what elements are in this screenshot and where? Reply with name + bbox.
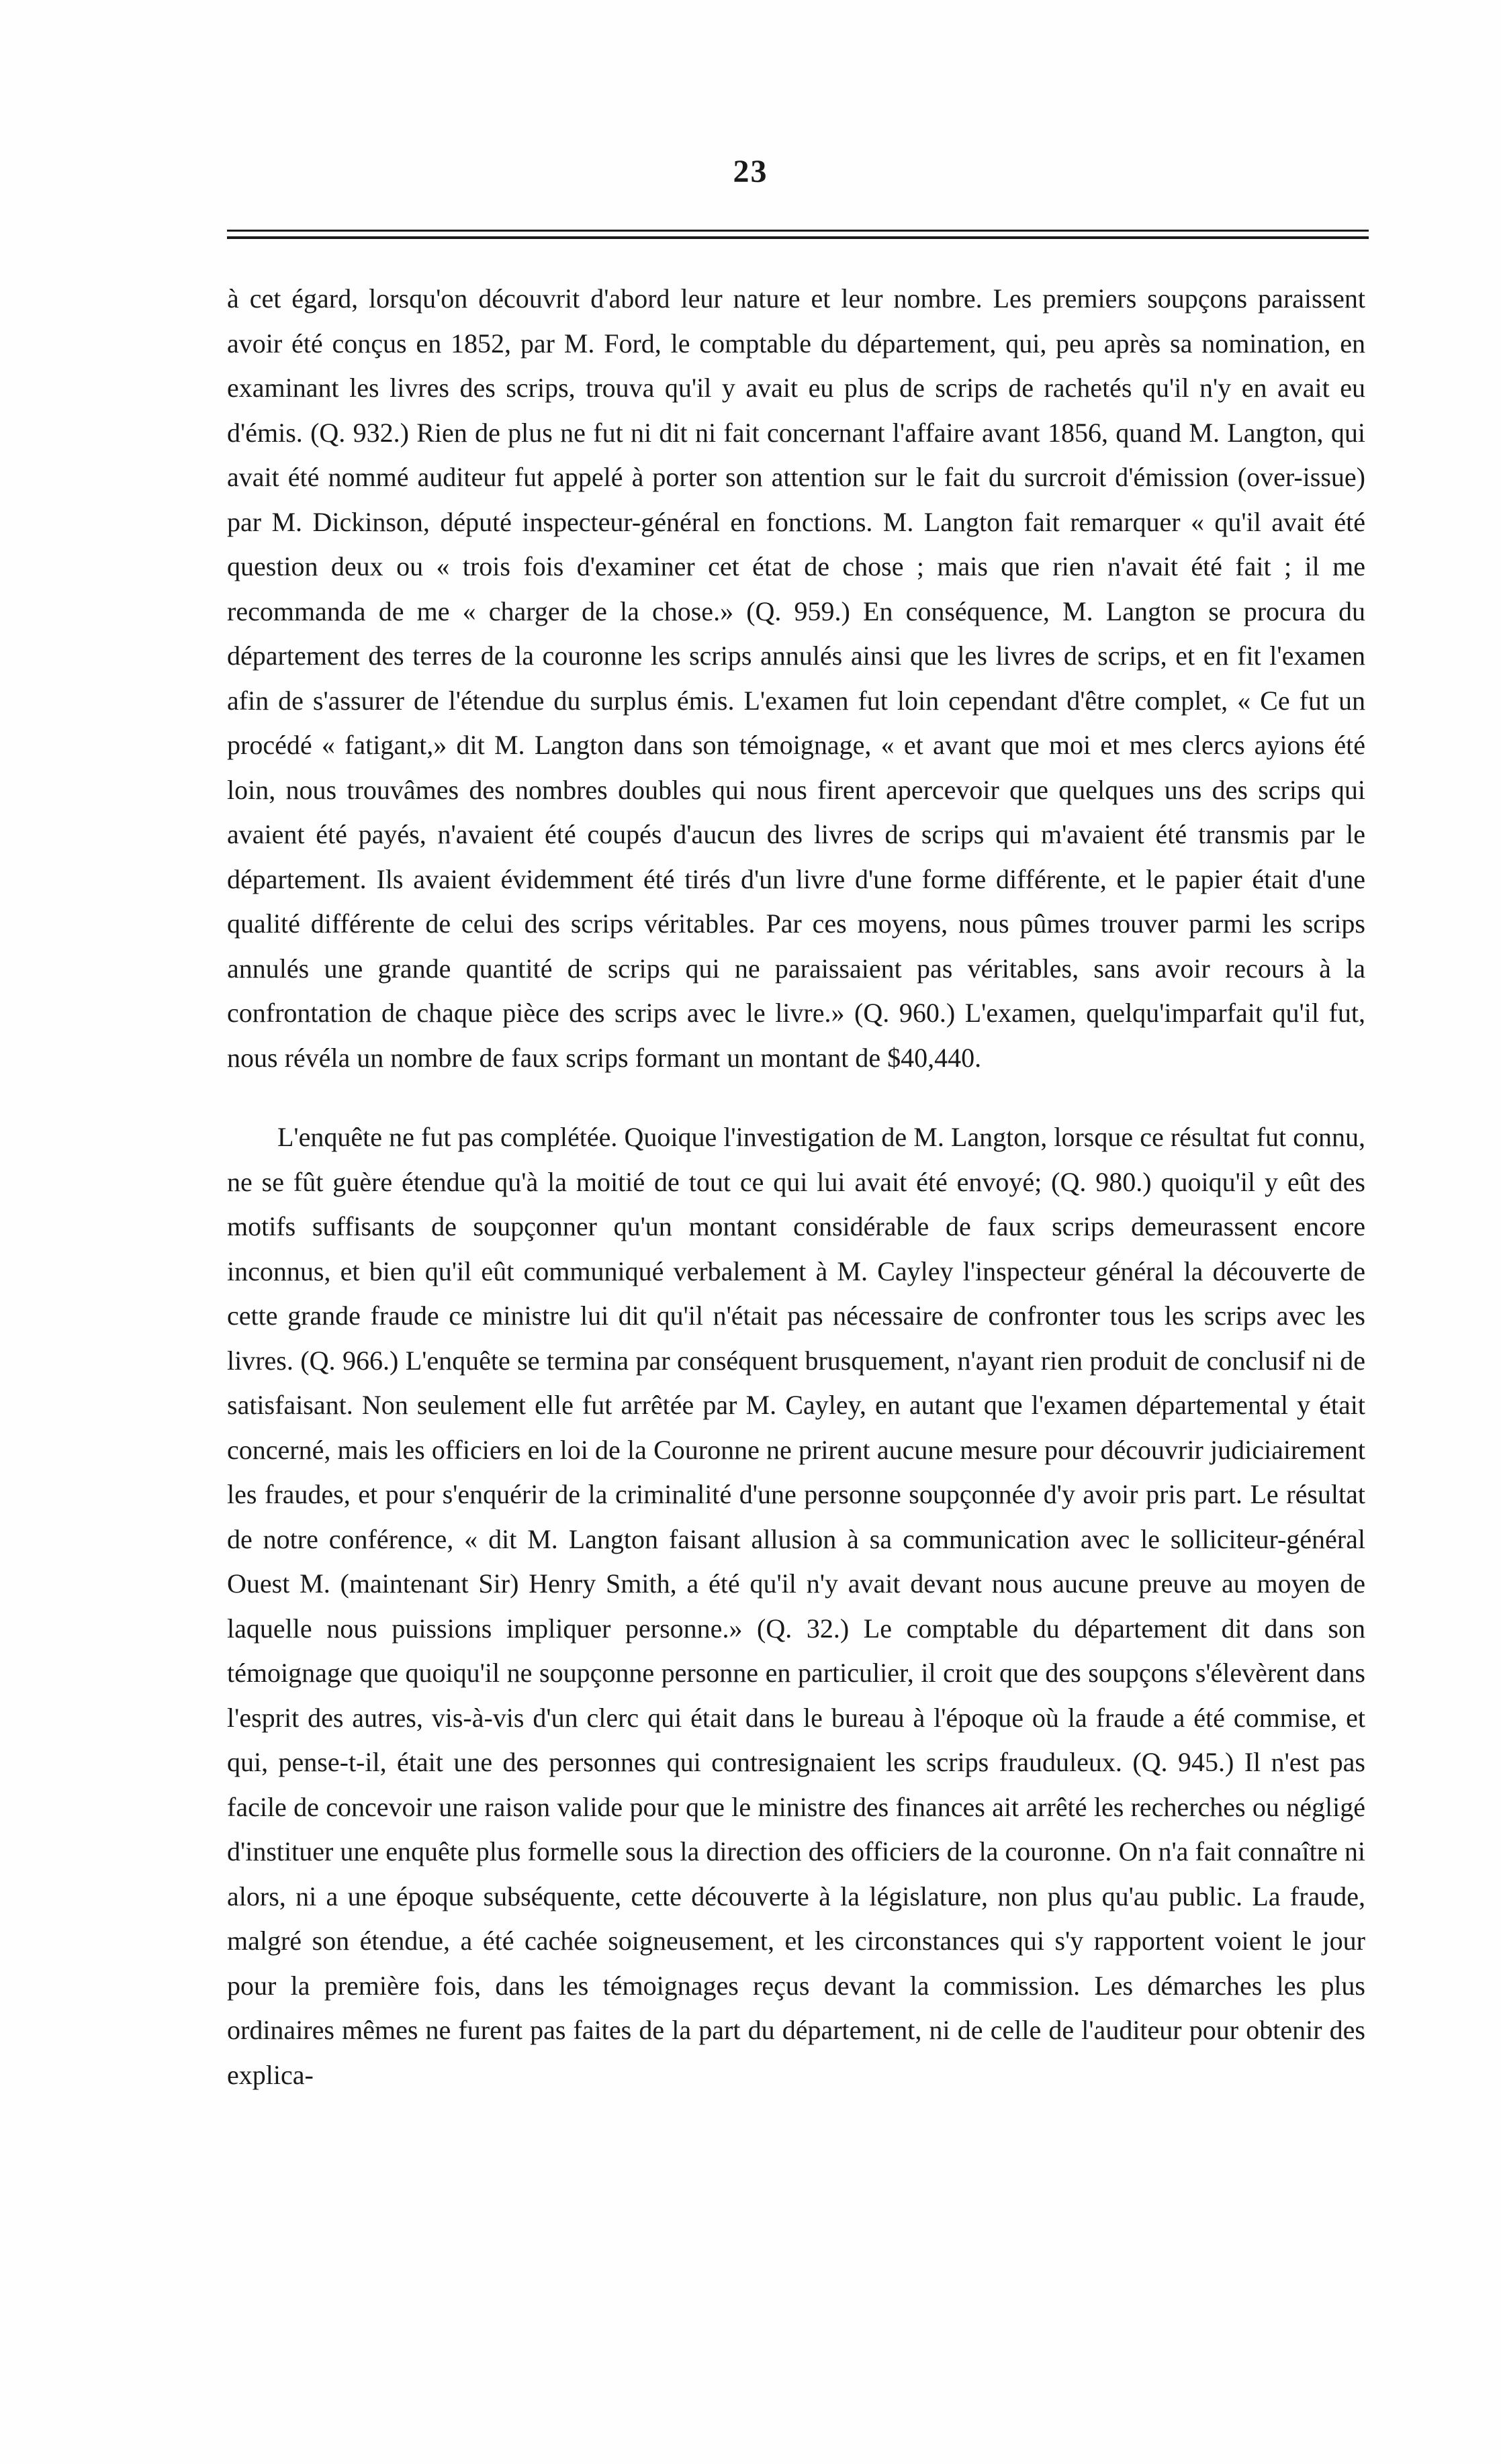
paragraph: à cet égard, lorsqu'on découvrit d'abord leur nature et leur nombre. Les premiers soupçons paraissent avoir été conçus en 1852, par M. Ford, le comptable du département, qui, peu après sa nomination, en examinant les livres des scrips, trouva qu'il y avait eu plus de scrips de rachetés qu'il n'y en avait eu d'émis. (Q. 932.) Rien de plus ne fut ni dit ni fait concernant l'affaire avant 1856, quand M. Langton, qui avait été nommé auditeur fut appelé à porter son attention sur le fait du surcroit d'émission (over-issue) par M. Dickinson, député inspecteur-général en fonctions. M. Langton fait remarquer « qu'il avait été question deux ou « trois fois d'examiner cet état de chose ; mais que rien n'avait été fait ; il me recommanda de me « charger de la chose.» (Q. 959.) En conséquence, M. Langton se procura du département des terres de la couronne les scrips annulés ainsi que les livres de scrips, et en fit l'examen afin de s'assurer de l'étendue du surplus émis. L'examen fut loin cependant d'être complet, « Ce fut un procédé « fatigant,» dit M. Langton dans son témoignage, « et avant que moi et mes clercs ayions été loin, nous trouvâmes des nombres doubles qui nous firent apercevoir que quelques uns des scrips qui avaient été payés, n'avaient été coupés d'aucun des livres de scrips qui m'avaient été transmis par le département. Ils avaient évidemment été tirés d'un livre d'une forme différente, et le papier était d'une qualité différente de celui des scrips véritables. Par ces moyens, nous pûmes trouver parmi les scrips annulés une grande quantité de scrips qui ne paraissaient pas véritables, sans avoir recours à la confrontation de chaque pièce des scrips avec le livre.» (Q. 960.) L'examen, quelqu'imparfait qu'il fut, nous révéla un nombre de faux scrips formant un montant de $40,440. <box>227 283 1365 1073</box>
paragraph: L'enquête ne fut pas complétée. Quoique l'investigation de M. Langton, lorsque ce résultat fut connu, ne se fût guère étendue qu'à la moitié de tout ce qui lui avait été envoyé; (Q. 980.) quoiqu'il y eût des motifs suffisants de soupçonner qu'un montant considérable de faux scrips demeurassent encore inconnus, et bien qu'il eût communiqué verbalement à M. Cayley l'inspecteur général la découverte de cette grande fraude ce ministre lui dit qu'il n'était pas nécessaire de confronter tous les scrips avec les livres. (Q. 966.) L'enquête se termina par conséquent brusquement, n'ayant rien produit de conclusif ni de satisfaisant. Non seulement elle fut arrêtée par M. Cayley, en autant que l'examen départemental y était concerné, mais les officiers en loi de la Couronne ne prirent aucune mesure pour découvrir judiciairement les fraudes, et pour s'enquérir de la criminalité d'une personne soupçonnée d'y avoir pris part. Le résultat de notre conférence, « dit M. Langton faisant allusion à sa communication avec le solliciteur-général Ouest M. (maintenant Sir) Henry Smith, a été qu'il n'y avait devant nous aucune preuve au moyen de laquelle nous puissions impliquer personne.» (Q. 32.) Le comptable du département dit dans son témoignage que quoiqu'il ne soupçonne personne en particulier, il croit que des soupçons s'élevèrent dans l'esprit des autres, vis-à-vis d'un clerc qui était dans le bureau à l'époque où la fraude a été commise, et qui, pense-t-il, était une des personnes qui contresignaient les scrips frauduleux. (Q. 945.) Il n'est pas facile de concevoir une raison valide pour que le ministre des finances ait arrêté les recherches ou négligé d'instituer une enquête plus formelle sous la direction des officiers de la couronne. On n'a fait connaître ni alors, ni a une époque subséquente, cette découverte à la législature, non plus qu'au public. La fraude, malgré son étendue, a été cachée soigneusement, et les circonstances qui s'y rapportent voient le jour pour la première fois, dans les témoignages reçus devant la commission. Les démarches les plus ordinaires mêmes ne furent pas faites de la part du département, ni de celle de l'auditeur pour obtenir des explica- <box>227 1122 1365 2090</box>
body-text <box>227 277 1365 2097</box>
header-rule-thick <box>227 236 1369 239</box>
page-number: 23 <box>733 154 768 189</box>
header-rule-thin <box>227 230 1369 232</box>
